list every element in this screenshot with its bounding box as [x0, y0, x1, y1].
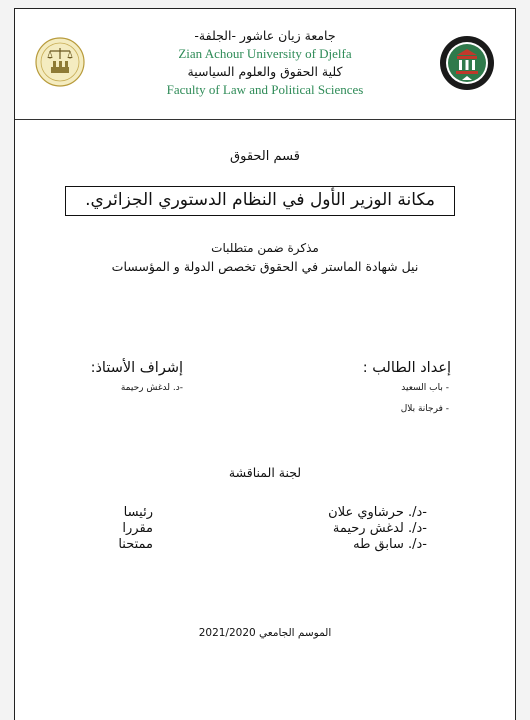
- committee-member-name: -د/. لدغش رحيمة: [332, 521, 427, 536]
- student-name: - فرجانة بلال: [400, 404, 449, 414]
- committee-member-name: -د/. حرشاوي علان: [328, 505, 427, 520]
- faculty-name-english: Faculty of Law and Political Sciences: [166, 82, 364, 97]
- letterhead: [135, 27, 395, 99]
- department-name: قسم الحقوق: [230, 149, 300, 164]
- document-page: [14, 8, 516, 720]
- committee-title: لجنة المناقشة: [228, 465, 302, 480]
- academic-year: الموسم الجامعي 2021/2020: [198, 627, 332, 639]
- university-name-arabic: جامعة زيان عاشور -الجلفة-: [194, 28, 336, 43]
- committee-member-role: مقررا: [122, 521, 153, 536]
- prepared-by-label: إعداد الطالب :: [362, 360, 451, 376]
- committee-member-role: ممتحنا: [118, 537, 153, 552]
- faculty-name-arabic: كلية الحقوق والعلوم السياسية: [187, 64, 343, 79]
- memo-line-2: نيل شهادة الماستر في الحقوق تخصص الدولة و المؤسسات: [111, 259, 419, 274]
- committee-member-role: رئيسا: [123, 505, 153, 520]
- university-crest-icon: [439, 35, 495, 91]
- committee-member-name: -د/. سابق طه: [353, 537, 427, 552]
- supervisor-label: إشراف الأستاذ:: [90, 360, 183, 376]
- header-divider: [15, 119, 515, 120]
- thesis-title: مكانة الوزير الأول في النظام الدستوري الجزائري.: [65, 186, 455, 216]
- student-name: - باب السعيد: [401, 383, 449, 393]
- supervisor-name: -د. لدغش رحيمة: [120, 383, 183, 393]
- memo-line-1: مذكرة ضمن متطلبات: [211, 241, 319, 255]
- scales-of-justice-seal-icon: [35, 37, 85, 87]
- university-name-english: Zian Achour University of Djelfa: [178, 46, 352, 61]
